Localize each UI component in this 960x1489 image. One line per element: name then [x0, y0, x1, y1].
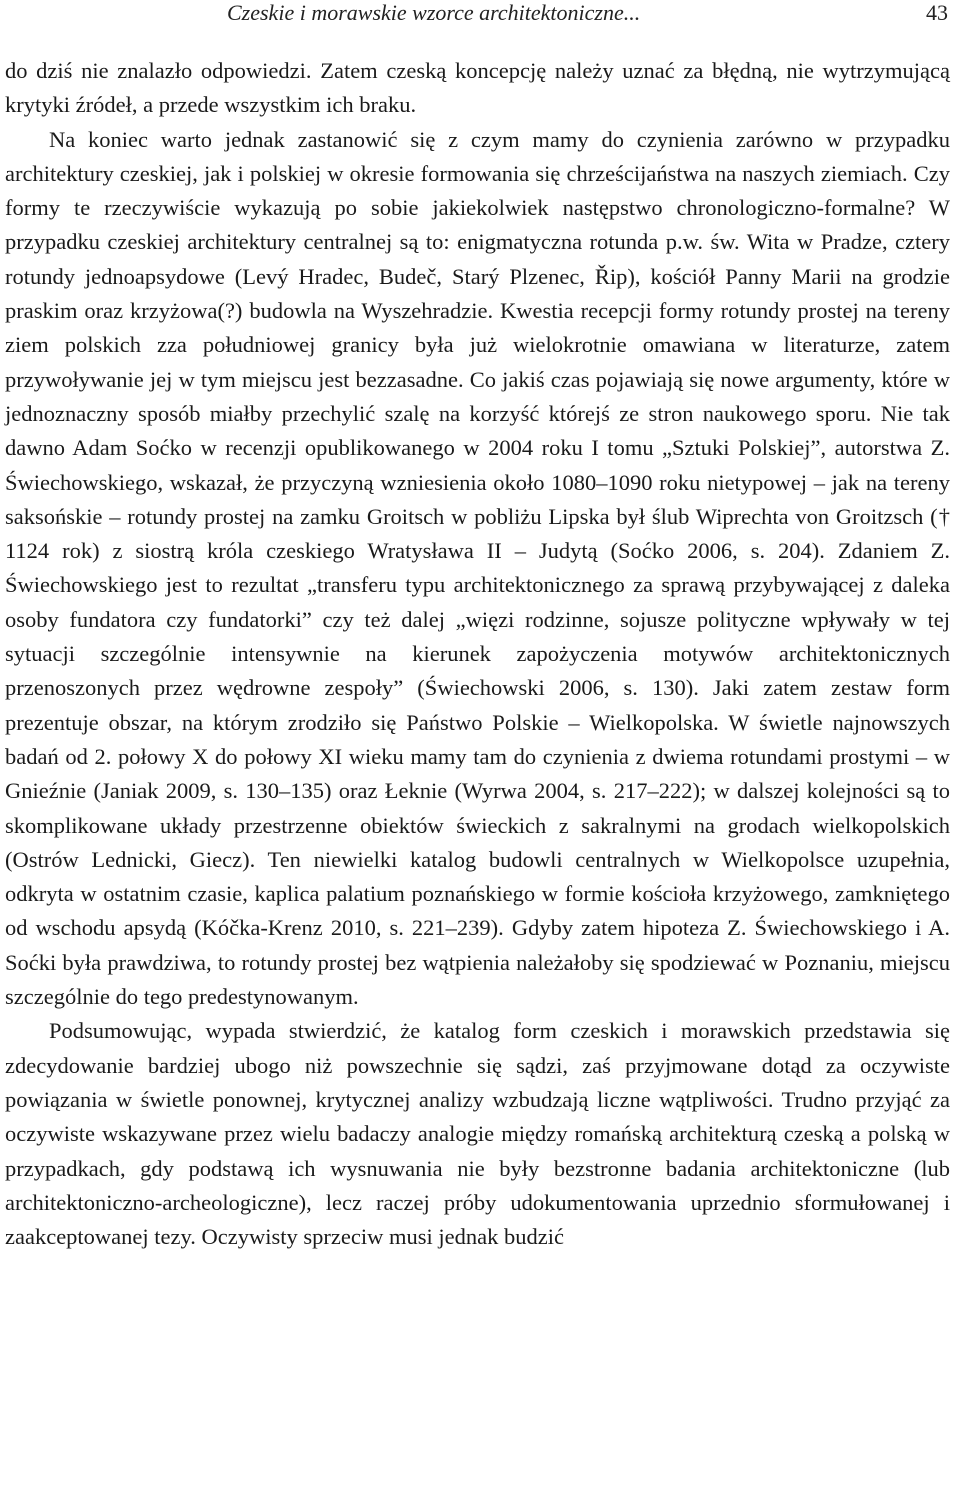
paragraph: Na koniec warto jednak zastanowić się z czym mamy do czynienia zarówno w przypadku architektury czeskiej, jak i polskiej w okresie formowania się chrześcijaństwa na naszych ziemiach. Czy formy te rzeczywiście wykazują po sobie jakiekolwiek następstwo chronologiczno-formalne? W przypadku czeskiej architektury centralnej są to: enigmatyczna rotunda p.w. św. Wita w Pradze, cztery rotundy jednoapsydowe (Levý Hradec, Budeč, Starý Plzenec, Řip), kościół Panny Marii na grodzie praskim oraz krzyżowa(?) budowla na Wyszehradzie. Kwestia recepcji formy rotundy prostej na tereny ziem polskich zza południowej granicy była już wielokrotnie omawiana w literaturze, zatem przywoływanie jej w tym miejscu jest bezzasadne. Co jakiś czas pojawiają się nowe argumenty, które w jednoznaczny sposób miałby przechylić szalę na korzyść którejś ze stron naukowego sporu. Nie tak dawno Adam Soćko w recenzji opublikowanego w 2004 roku I tomu „Sztuki Polskiej”, autorstwa Z. Świechowskiego, wskazał, że przyczyną wzniesienia około 1080–1090 roku nietypowej – jak na tereny saksońskie – rotundy prostej na zamku Groitsch w pobliżu Lipska był ślub Wiprechta von Groitzsch († 1124 rok) z siostrą króla czeskiego Wratysława II – Judytą (Soćko 2006, s. 204). Zdaniem Z. Świechowskiego jest to rezultat „transferu typu architektonicznego za sprawą przybywającej z daleka osoby fundatora czy fundatorki” czy też dalej „więzi rodzinne, sojusze polityczne wpływały w tej sytuacji szczególnie intensywnie na kierunek zapożyczenia motywów architektonicznych przenoszonych przez wędrowne zespoły” (Świechowski 2006, s. 130). Jaki zatem zestaw form prezentuje obszar, na którym zrodziło się Państwo Polskie – Wielkopolska. W świetle najnowszych badań od 2. połowy X do połowy XI wieku mamy tam do czynienia z dwiema rotundami prostymi – w Gnieźnie (Janiak 2009, s. 130–135) oraz Łeknie (Wyrwa 2004, s. 217–222); w dalszej kolejności są to skomplikowane układy przestrzenne obiektów świeckich z sakralnymi na grodach wielkopolskich (Ostrów Lednicki, Giecz). Ten niewielki katalog budowli centralnych w Wielkopolsce uzupełnia, odkryta w ostatnim czasie, kaplica palatium poznańskiego w formie kościoła krzyżowego, zamkniętego od wschodu apsydą (Kóčka-Krenz 2010, s. 221–239). Gdyby zatem hipoteza Z. Świechowskiego i A. Soćki była prawdziwa, to rotundy prostej bez wątpienia należałoby się spodziewać w Poznaniu, miejscu szczególnie do tego predestynowanym.	[5, 126, 950, 1010]
running-header	[5, 0, 950, 40]
body-text	[5, 54, 950, 1254]
paragraph-summary: Podsumowując, wypada stwierdzić, że katalog form czeskich i morawskich przedstawia się zdecydowanie bardziej ubogo niż powszechnie się sądzi, zaś przyjmowane dotąd za oczywiste powiązania w świetle ponownej, krytycznej analizy wzbudzają liczne wątpliwości. Trudno przyjąć za oczywiste wskazywane przez wielu badaczy analogie między romańską architekturą czeską a polską w przypadkach, gdy podstawą ich wysnuwania nie były bezstronne badania architektoniczne (lub architektoniczno-archeologiczne), lecz raczej próby udokumentowania uprzednio sformułowanej i zaakceptowanej tezy. Oczywisty sprzeciw musi jednak budzić	[5, 1018, 950, 1250]
paragraph-continuation: do dziś nie znalazło odpowiedzi. Zatem czeską koncepcję należy uznać za błędną, nie wytrzymującą krytyki źródeł, a przede wszystkim ich braku.	[5, 58, 950, 118]
page-number: 43	[926, 0, 948, 25]
running-title: Czeskie i morawskie wzorce architektoniczne...	[227, 0, 641, 25]
